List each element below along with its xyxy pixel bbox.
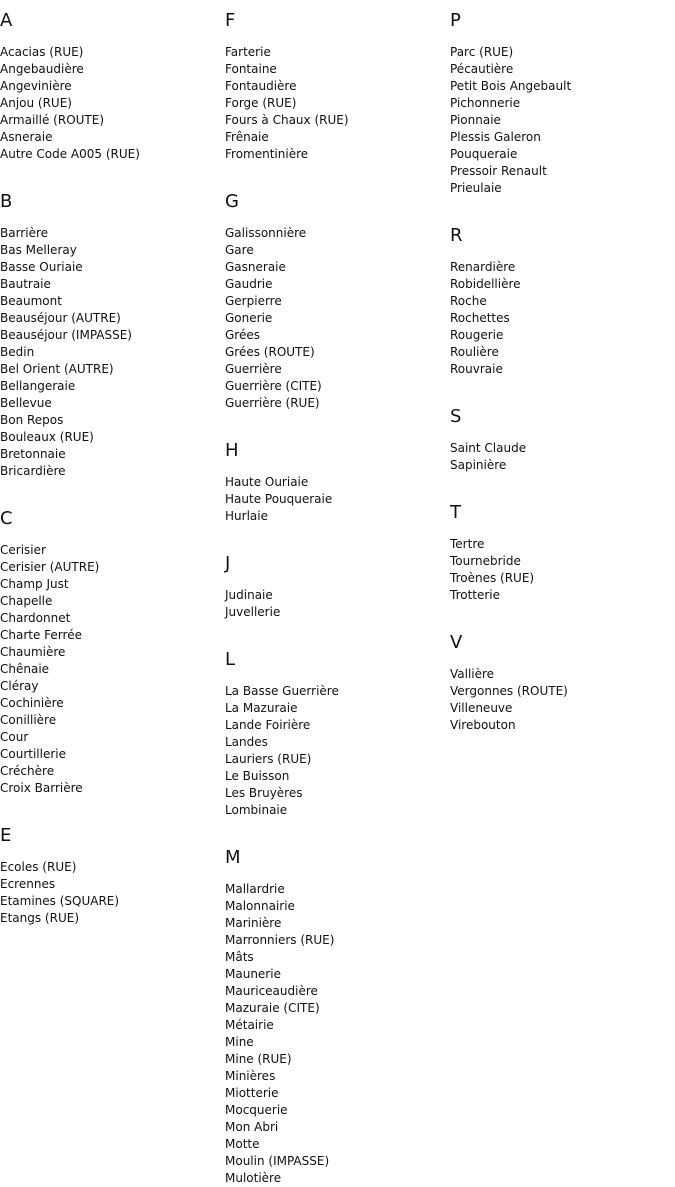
street-link[interactable]: Mine (RUE) bbox=[225, 1052, 292, 1066]
street-link[interactable]: Grées bbox=[225, 328, 260, 342]
street-link[interactable]: Beaumont bbox=[0, 294, 62, 308]
letter-heading: F bbox=[225, 10, 236, 31]
letter-group bbox=[225, 190, 450, 412]
letter-heading: B bbox=[0, 191, 13, 212]
street-link[interactable]: Trotterie bbox=[450, 588, 501, 602]
street-link[interactable]: Lande Foirière bbox=[225, 718, 311, 732]
street-link[interactable]: Fromentinière bbox=[225, 147, 309, 161]
street-link[interactable]: Barrière bbox=[0, 226, 49, 240]
letter-group bbox=[225, 552, 450, 621]
letter-heading: S bbox=[450, 406, 462, 427]
street-link[interactable]: Créchère bbox=[0, 764, 55, 778]
street-link[interactable]: Conillière bbox=[0, 713, 57, 727]
letter-heading: J bbox=[225, 553, 231, 574]
street-link[interactable]: Bouleaux (RUE) bbox=[0, 430, 94, 444]
street-link[interactable]: Virebouton bbox=[450, 718, 516, 732]
street-link[interactable]: Guerrière bbox=[225, 362, 282, 376]
street-link[interactable]: Angevinière bbox=[0, 79, 72, 93]
street-link[interactable]: Mazuraie (CITE) bbox=[225, 1001, 320, 1015]
group-spacer bbox=[0, 163, 225, 181]
street-link[interactable]: Lombinaie bbox=[225, 803, 288, 817]
street-link[interactable]: Plessis Galeron bbox=[450, 130, 541, 144]
street-link[interactable]: Anjou (RUE) bbox=[0, 96, 72, 110]
street-link[interactable]: Lauriers (RUE) bbox=[225, 752, 312, 766]
street-link[interactable]: Malonnairie bbox=[225, 899, 295, 913]
street-link[interactable]: Gare bbox=[225, 243, 254, 257]
street-link[interactable]: Bricardière bbox=[0, 464, 66, 478]
street-link[interactable]: Troènes (RUE) bbox=[450, 571, 535, 585]
street-link[interactable]: Etangs (RUE) bbox=[0, 911, 79, 925]
street-link[interactable]: Mâts bbox=[225, 950, 254, 964]
group-spacer bbox=[0, 797, 225, 815]
street-link[interactable]: Gaudrie bbox=[225, 277, 273, 291]
street-link[interactable]: Miotterie bbox=[225, 1086, 279, 1100]
street-link[interactable]: Rouvraie bbox=[450, 362, 503, 376]
street-link[interactable]: Bautraie bbox=[0, 277, 51, 291]
group-spacer bbox=[225, 525, 450, 543]
street-link[interactable]: Sapinière bbox=[450, 458, 507, 472]
letter-heading: A bbox=[0, 10, 13, 31]
street-link[interactable]: Gonerie bbox=[225, 311, 273, 325]
street-link[interactable]: Bretonnaie bbox=[0, 447, 66, 461]
street-link[interactable]: Tertre bbox=[450, 537, 485, 551]
street-link[interactable]: Autre Code A005 (RUE) bbox=[0, 147, 140, 161]
street-link[interactable]: Bas Melleray bbox=[0, 243, 77, 257]
street-link[interactable]: Chênaie bbox=[0, 662, 50, 676]
street-link[interactable]: Bellangeraie bbox=[0, 379, 76, 393]
street-link[interactable]: Judinaie bbox=[225, 588, 273, 602]
street-link[interactable]: Galissonnière bbox=[225, 226, 307, 240]
column-3 bbox=[450, 0, 675, 734]
street-link[interactable]: Cerisier (AUTRE) bbox=[0, 560, 100, 574]
street-link[interactable]: Chardonnet bbox=[0, 611, 71, 625]
street-link[interactable]: Grées (ROUTE) bbox=[225, 345, 315, 359]
letter-heading: T bbox=[450, 502, 461, 523]
letter-heading: M bbox=[225, 847, 241, 868]
street-link[interactable]: Asneraie bbox=[0, 130, 53, 144]
group-spacer bbox=[450, 197, 675, 215]
letter-heading: V bbox=[450, 632, 463, 653]
street-link[interactable]: Gerpierre bbox=[225, 294, 282, 308]
column-2 bbox=[225, 0, 450, 1187]
letter-heading: C bbox=[0, 508, 13, 529]
street-link[interactable]: Landes bbox=[225, 735, 268, 749]
street-link[interactable]: Renardière bbox=[450, 260, 516, 274]
letter-group bbox=[0, 824, 225, 927]
street-link[interactable]: Juvellerie bbox=[225, 605, 281, 619]
street-link[interactable]: Robidellière bbox=[450, 277, 521, 291]
street-link[interactable]: Haute Pouqueraie bbox=[225, 492, 333, 506]
street-link[interactable]: Mocquerie bbox=[225, 1103, 288, 1117]
street-link[interactable]: Croix Barrière bbox=[0, 781, 83, 795]
street-link[interactable]: Motte bbox=[225, 1137, 260, 1151]
street-link[interactable]: Mulotière bbox=[225, 1171, 282, 1185]
letter-group bbox=[450, 9, 675, 197]
street-link[interactable]: Haute Ouriaie bbox=[225, 475, 309, 489]
street-link[interactable]: Guerrière (CITE) bbox=[225, 379, 322, 393]
street-link[interactable]: Vallière bbox=[450, 667, 495, 681]
street-link[interactable]: Mauriceaudière bbox=[225, 984, 318, 998]
letter-group bbox=[450, 224, 675, 378]
street-link[interactable]: Champ Just bbox=[0, 577, 69, 591]
street-link[interactable]: Bedin bbox=[0, 345, 35, 359]
street-link[interactable]: Cerisier bbox=[0, 543, 46, 557]
street-link[interactable]: Métairie bbox=[225, 1018, 274, 1032]
street-link[interactable]: Vergonnes (ROUTE) bbox=[450, 684, 568, 698]
street-link[interactable]: Tournebride bbox=[450, 554, 521, 568]
street-link[interactable]: Forge (RUE) bbox=[225, 96, 297, 110]
street-link[interactable]: Fours à Chaux (RUE) bbox=[225, 113, 349, 127]
letter-group bbox=[225, 846, 450, 1187]
street-link[interactable]: Fontaudière bbox=[225, 79, 297, 93]
street-link[interactable]: Basse Ouriaie bbox=[0, 260, 83, 274]
letter-heading: P bbox=[450, 10, 461, 31]
street-link[interactable]: Mon Abri bbox=[225, 1120, 279, 1134]
street-link[interactable]: Roulière bbox=[450, 345, 499, 359]
letter-heading: R bbox=[450, 225, 463, 246]
street-link[interactable]: Villeneuve bbox=[450, 701, 513, 715]
column-1 bbox=[0, 0, 225, 927]
letter-heading: L bbox=[225, 649, 236, 670]
street-link[interactable]: Marronniers (RUE) bbox=[225, 933, 335, 947]
letter-heading: G bbox=[225, 191, 239, 212]
street-link[interactable]: Gasneraie bbox=[225, 260, 286, 274]
street-link[interactable]: Pionnaie bbox=[450, 113, 501, 127]
group-spacer bbox=[225, 412, 450, 430]
street-link[interactable]: Cléray bbox=[0, 679, 39, 693]
letter-heading: H bbox=[225, 440, 239, 461]
street-link[interactable]: Beauséjour (AUTRE) bbox=[0, 311, 121, 325]
street-link[interactable]: Pouqueraie bbox=[450, 147, 518, 161]
street-link[interactable]: Chapelle bbox=[0, 594, 53, 608]
street-link[interactable]: Bon Repos bbox=[0, 413, 64, 427]
street-link[interactable]: Farterie bbox=[225, 45, 271, 59]
street-link[interactable]: La Basse Guerrière bbox=[225, 684, 339, 698]
street-link[interactable]: Beauséjour (IMPASSE) bbox=[0, 328, 132, 342]
street-link[interactable]: Parc (RUE) bbox=[450, 45, 514, 59]
street-link[interactable]: La Mazuraie bbox=[225, 701, 298, 715]
group-spacer bbox=[225, 163, 450, 181]
street-link[interactable]: Prieulaie bbox=[450, 181, 502, 195]
group-spacer bbox=[225, 621, 450, 639]
street-link[interactable]: Bellevue bbox=[0, 396, 52, 410]
letter-group bbox=[0, 190, 225, 480]
street-link[interactable]: Maunerie bbox=[225, 967, 281, 981]
street-link[interactable]: Armaillé (ROUTE) bbox=[0, 113, 105, 127]
street-link[interactable]: Pichonnerie bbox=[450, 96, 521, 110]
street-link[interactable]: Angebaudière bbox=[0, 62, 84, 76]
street-link[interactable]: Hurlaie bbox=[225, 509, 268, 523]
letter-group bbox=[225, 648, 450, 819]
street-link[interactable]: Le Buisson bbox=[225, 769, 290, 783]
street-link[interactable]: Frênaie bbox=[225, 130, 269, 144]
letter-group bbox=[450, 501, 675, 604]
street-link[interactable]: Chaumière bbox=[0, 645, 66, 659]
group-spacer bbox=[225, 819, 450, 837]
street-link[interactable]: Moulin (IMPASSE) bbox=[225, 1154, 330, 1168]
street-link[interactable]: Cour bbox=[0, 730, 29, 744]
group-spacer bbox=[0, 480, 225, 498]
street-link[interactable]: Bel Orient (AUTRE) bbox=[0, 362, 114, 376]
street-link[interactable]: Rougerie bbox=[450, 328, 504, 342]
street-link[interactable]: Pécautière bbox=[450, 62, 514, 76]
street-link[interactable]: Mine bbox=[225, 1035, 254, 1049]
letter-group bbox=[225, 439, 450, 525]
street-link[interactable]: Roche bbox=[450, 294, 487, 308]
group-spacer bbox=[450, 474, 675, 492]
street-link[interactable]: Guerrière (RUE) bbox=[225, 396, 320, 410]
street-link[interactable]: Rochettes bbox=[450, 311, 510, 325]
street-link[interactable]: Acacias (RUE) bbox=[0, 45, 84, 59]
street-link[interactable]: Ecrennes bbox=[0, 877, 56, 891]
letter-group bbox=[0, 9, 225, 163]
group-spacer bbox=[450, 604, 675, 622]
letter-group bbox=[0, 507, 225, 797]
street-link[interactable]: Marinière bbox=[225, 916, 282, 930]
street-link[interactable]: Minières bbox=[225, 1069, 276, 1083]
street-link[interactable]: Fontaine bbox=[225, 62, 277, 76]
street-link[interactable]: Mallardrie bbox=[225, 882, 285, 896]
street-link[interactable]: Etamines (SQUARE) bbox=[0, 894, 120, 908]
street-link[interactable]: Petit Bois Angebault bbox=[450, 79, 572, 93]
street-link[interactable]: Les Bruyères bbox=[225, 786, 303, 800]
letter-group bbox=[225, 9, 450, 163]
letter-group bbox=[450, 631, 675, 734]
group-spacer bbox=[450, 378, 675, 396]
letter-heading: E bbox=[0, 825, 12, 846]
street-link[interactable]: Saint Claude bbox=[450, 441, 527, 455]
letter-group bbox=[450, 405, 675, 474]
street-link[interactable]: Pressoir Renault bbox=[450, 164, 547, 178]
street-link[interactable]: Charte Ferrée bbox=[0, 628, 82, 642]
street-link[interactable]: Ecoles (RUE) bbox=[0, 860, 77, 874]
street-link[interactable]: Cochinière bbox=[0, 696, 64, 710]
street-link[interactable]: Courtillerie bbox=[0, 747, 66, 761]
